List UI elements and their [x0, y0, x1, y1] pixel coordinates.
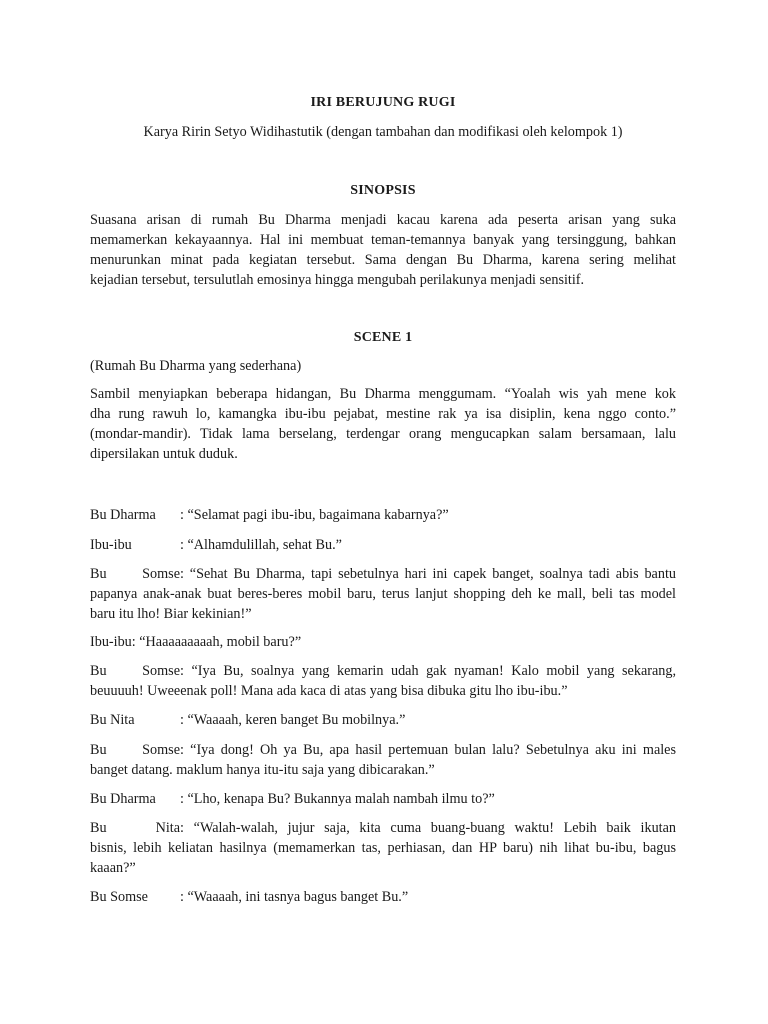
speaker-separator: :	[180, 820, 194, 836]
dialogue-text: papanya anak-anak buat beres-beres mobil baru, terus lanjut shopping deh ke mall, beli tas model	[90, 586, 676, 602]
speaker-separator: :	[180, 791, 188, 807]
dialogue-text: “Sehat Bu Dharma, tapi sebetulnya hari ini capek banget, soalnya tadi abis bantu	[189, 566, 676, 582]
author-line: Karya Ririn Setyo Widihastutik (dengan tambahan dan modifikasi oleh kelompok 1)	[143, 124, 623, 140]
speaker-separator: :	[180, 889, 188, 905]
speaker-separator: :	[180, 566, 190, 582]
speaker-name: Bu Somse	[90, 566, 180, 582]
speaker-separator: :	[180, 712, 188, 728]
dialogue-text: “Selamat pagi ibu-ibu, bagaimana kabarnya?”	[187, 507, 449, 523]
scene-intro-paragraph	[90, 384, 676, 464]
dialogue-line	[90, 661, 676, 701]
document-page	[90, 0, 676, 1024]
scene-setting-text: (Rumah Bu Dharma yang sederhana)	[90, 358, 302, 374]
synopsis-line: menurunkan minat pada kegiatan tersebut. Sama dengan Bu Dharma, karena sering melihat	[90, 252, 676, 268]
scene-intro-line: Sambil menyiapkan beberapa hidangan, Bu Dharma menggumam. “Yoalah wis yah mene kok	[90, 386, 676, 402]
dialogue-text: banget datang. maklum hanya itu-itu saja yang dibicarakan.”	[90, 762, 435, 778]
document-title: IRI BERUJUNG RUGI	[310, 95, 456, 110]
dialogue-line	[90, 789, 676, 809]
dialogue-text: “Waaaah, ini tasnya bagus banget Bu.”	[187, 889, 409, 905]
dialogue-text: “Iya dong! Oh ya Bu, apa hasil pertemuan bulan lalu? Sebetulnya aku ini males	[190, 742, 676, 758]
dialogue-text: “Walah-walah, jujur saja, kita cuma buang-buang waktu! Lebih baik ikutan	[193, 820, 676, 836]
synopsis-heading: SINOPSIS	[350, 183, 416, 198]
dialogue-text: “Lho, kenapa Bu? Bukannya malah nambah ilmu to?”	[187, 791, 495, 807]
speaker-name: Bu Nita	[90, 820, 180, 836]
speaker-name: Bu Somse	[90, 889, 148, 905]
speaker-name: Bu Dharma	[90, 507, 156, 523]
speaker-separator: :	[180, 537, 188, 553]
speaker-name: Bu Dharma	[90, 791, 156, 807]
dialogue-line	[90, 535, 676, 555]
dialogue-text: kaaan?”	[90, 860, 136, 876]
synopsis-paragraph	[90, 210, 676, 290]
speaker-name: Ibu-ibu	[90, 537, 132, 553]
dialogue-line	[90, 564, 676, 624]
dialogue-line	[90, 818, 676, 878]
speaker-name: Bu Somse	[90, 742, 180, 758]
scene-heading: SCENE 1	[353, 330, 413, 345]
synopsis-line: Suasana arisan di rumah Bu Dharma menjadi kacau karena ada peserta arisan yang suka	[90, 212, 676, 228]
dialogue-line	[90, 505, 676, 525]
dialogue-line	[90, 887, 676, 907]
speaker-name: Bu Nita	[90, 712, 135, 728]
dialogue-text: “Alhamdulillah, sehat Bu.”	[187, 537, 342, 553]
scene-intro-line: (mondar-mandir). Tidak lama berselang, terdengar orang mengucapkan salam bersamaan, lalu	[90, 426, 676, 442]
speaker-separator: :	[180, 663, 192, 679]
dialogue-text: “Iya Bu, soalnya yang kemarin udah gak nyaman! Kalo mobil yang sekarang,	[191, 663, 676, 679]
scene-intro-line: dha rung rawuh lo, kamangka ibu-ibu pejabat, mestine rak ya isa disiplin, kena nggo conto.”	[90, 406, 676, 422]
dialogue-line	[90, 740, 676, 780]
dialogue-text: beuuuuh! Uweeenak poll! Mana ada kaca di atas yang bisa dibuka gitu lho ibu-ibu.”	[90, 683, 568, 699]
speaker-name: Bu Somse	[90, 663, 180, 679]
dialogue-line	[90, 632, 676, 652]
dialogue-inline-text: Ibu-ibu: “Haaaaaaaaah, mobil baru?”	[90, 634, 302, 650]
dialogue-text: bisnis, lebih keliatan hasilnya (memamerkan tas, perhiasan, dan HP baru) nih lihat bu-ibu, bagus	[90, 840, 676, 856]
dialogue-text: “Waaaah, keren banget Bu mobilnya.”	[187, 712, 406, 728]
scene-intro-line: dipersilakan untuk duduk.	[90, 446, 238, 462]
speaker-separator: :	[180, 507, 188, 523]
speaker-separator: :	[180, 742, 191, 758]
scene-setting	[90, 356, 676, 376]
synopsis-line: kejadian tersebut, tersulutlah emosinya hingga mengubah perilakunya menjadi sensitif.	[90, 272, 585, 288]
dialogue-line	[90, 710, 676, 730]
dialogue-text: baru itu lho! Biar kekinian!”	[90, 606, 252, 622]
synopsis-line: memamerkan kekayaannya. Hal ini membuat teman-temannya banyak yang tersinggung, bahkan	[90, 232, 676, 248]
